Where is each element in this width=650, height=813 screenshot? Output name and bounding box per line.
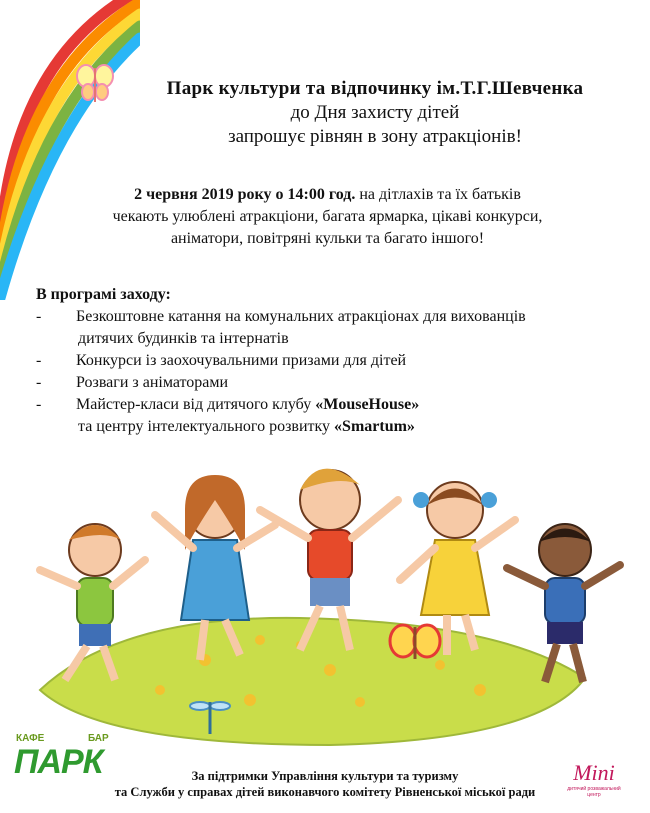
park-title: Парк культури та відпочинку ім.Т.Г.Шевченка	[166, 78, 584, 99]
program-item	[36, 394, 636, 416]
occasion-line: до Дня захисту дітей	[290, 102, 460, 123]
event-date-time: 2 червня 2019 року о 14:00 год.	[134, 186, 356, 203]
club-name: «MouseHouse»	[315, 396, 420, 413]
list-dash: -	[36, 308, 42, 325]
logo-mini-text: Mini	[573, 760, 615, 785]
program-item-continuation	[36, 328, 636, 350]
grass-hill	[40, 618, 585, 745]
program-item	[36, 306, 636, 328]
program-item	[36, 350, 636, 372]
footer-line-2: та Служби у справах дітей виконавчого комітету Рівненської міської ради	[114, 785, 536, 799]
program-item-text: та центру інтелектуального розвитку «Smartum»	[78, 418, 415, 435]
support-footer	[60, 768, 590, 800]
list-dash: -	[36, 352, 42, 369]
logo-park-text: ПАРК	[14, 743, 103, 781]
intro-line-1	[40, 184, 615, 206]
program-item	[36, 372, 636, 394]
butterfly-icon	[390, 625, 440, 659]
children-illustration	[0, 440, 650, 760]
logo-mini-subtitle: дитячий розважальний центр	[567, 786, 621, 798]
logo-bar-text: БАР	[88, 733, 109, 744]
program-item-continuation	[36, 416, 636, 438]
intro-text: на дітлахів та їх батьків	[355, 186, 521, 203]
intro-paragraph	[40, 184, 615, 250]
list-dash: -	[36, 374, 42, 391]
program-item-text: дитячих будинків та інтернатів	[78, 330, 289, 347]
invitation-line: запрошує рівнян в зону атракціонів!	[228, 126, 522, 147]
rainbow-decoration	[0, 0, 140, 300]
program-item-text: Майстер-класи від дитячого клубу «MouseHouse»	[76, 396, 420, 413]
butterfly-icon	[77, 65, 113, 102]
centre-name: «Smartum»	[334, 418, 415, 435]
program-item-text: Конкурси із заохочувальними призами для дітей	[76, 352, 407, 369]
program-item-text: Безкоштовне катання на комунальних атракціонах для вихованців	[76, 308, 526, 325]
title-block	[110, 78, 640, 148]
program-heading: В програмі заходу:	[36, 286, 171, 303]
logo-cafe-text: КАФЕ	[16, 733, 45, 744]
intro-line-2: чекають улюблені атракціони, багата ярмарка, цікаві конкурси,	[112, 208, 543, 225]
footer-line-1: За підтримки Управління культури та туризму	[191, 769, 459, 783]
list-dash: -	[36, 396, 42, 413]
intro-line-3: аніматори, повітряні кульки та багато іншого!	[170, 230, 485, 247]
program-item-text: Розваги з аніматорами	[76, 374, 229, 391]
program-section	[36, 284, 636, 438]
